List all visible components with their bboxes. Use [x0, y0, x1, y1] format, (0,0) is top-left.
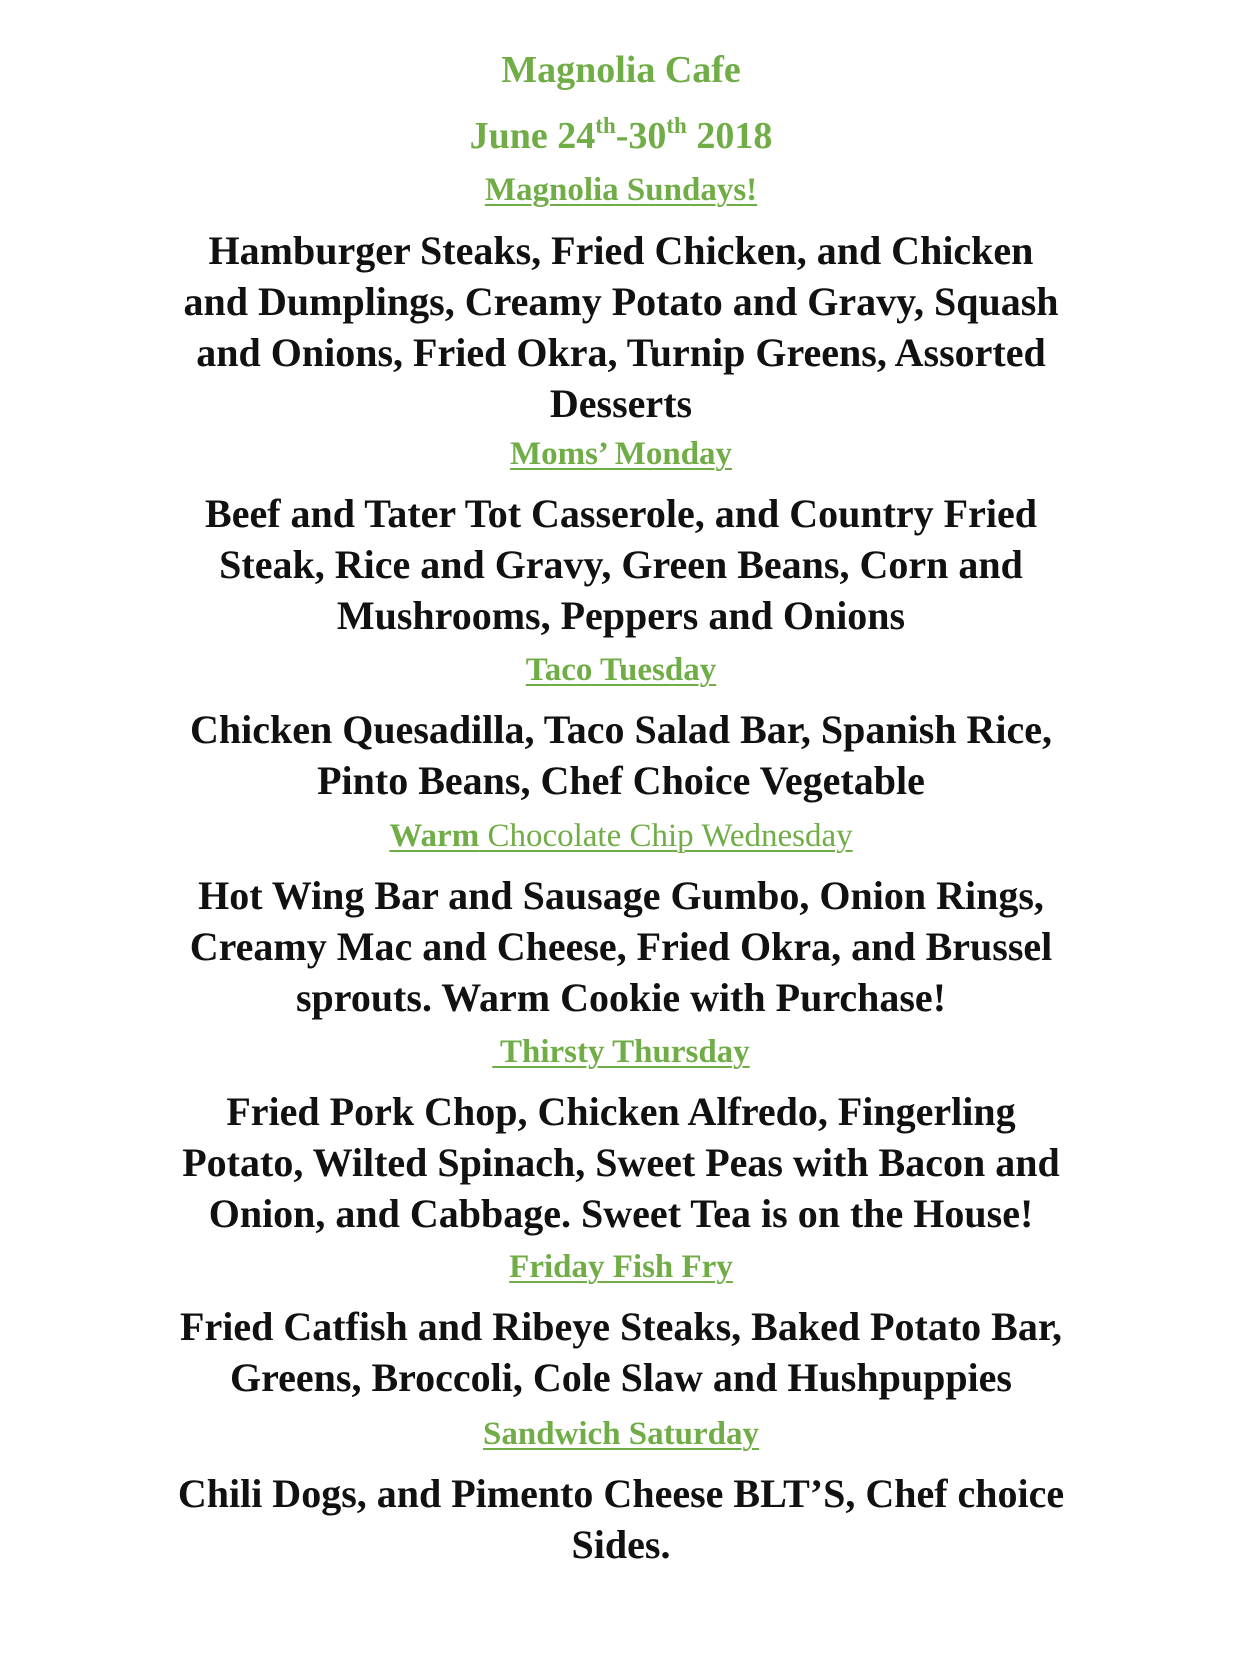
menu-line: Sides. [571, 1522, 671, 1567]
menu-line: Mushrooms, Peppers and Onions [336, 593, 906, 638]
day-menu-tuesday [0, 704, 1242, 806]
day-menu-wednesday [0, 870, 1242, 1023]
menu-line: Hamburger Steaks, Fried Chicken, and Chicken [208, 228, 1034, 273]
day-heading-tuesday: Taco Tuesday [525, 652, 717, 688]
day-menu-monday [0, 488, 1242, 641]
menu-line: Fried Catfish and Ribeye Steaks, Baked Potato Bar, [180, 1304, 1062, 1349]
menu-line: Beef and Tater Tot Casserole, and Country Fried [205, 491, 1037, 536]
menu-line: Greens, Broccoli, Cole Slaw and Hushpuppies [230, 1355, 1012, 1400]
day-heading-saturday: Sandwich Saturday [482, 1416, 759, 1452]
menu-line: Steak, Rice and Gravy, Green Beans, Corn and [219, 542, 1023, 587]
menu-date-range [0, 112, 1242, 160]
menu-line: Potato, Wilted Spinach, Sweet Peas with Bacon and [182, 1140, 1060, 1185]
day-menu-friday [0, 1301, 1242, 1403]
cafe-name: Magnolia Cafe [501, 49, 741, 91]
menu-line: Creamy Mac and Cheese, Fried Okra, and Brussel [189, 924, 1053, 969]
day-menu-sunday [0, 225, 1242, 429]
date-middle: -30 [615, 115, 667, 157]
menu-line: Pinto Beans, Chef Choice Vegetable [317, 758, 925, 803]
menu-line: Hot Wing Bar and Sausage Gumbo, Onion Rings, [198, 873, 1044, 918]
day-heading-friday: Friday Fish Fry [509, 1249, 733, 1285]
menu-line: Onion, and Cabbage. Sweet Tea is on the House! [208, 1191, 1034, 1236]
date-ordinal-2: th [666, 113, 687, 138]
day-menu-thursday [0, 1086, 1242, 1239]
menu-line: sprouts. Warm Cookie with Purchase! [295, 975, 947, 1020]
menu-line: Chili Dogs, and Pimento Cheese BLT’S, Chef choice [177, 1471, 1065, 1516]
day-heading-wednesday [0, 816, 1242, 856]
menu-line: Desserts [549, 381, 693, 426]
day-heading-rest: Chocolate Chip Wednesday [479, 818, 853, 854]
menu-line: and Dumplings, Creamy Potato and Gravy, Squash [183, 279, 1059, 324]
menu-line: Fried Pork Chop, Chicken Alfredo, Fingerling [226, 1089, 1016, 1134]
day-menu-saturday [0, 1468, 1242, 1570]
date-ordinal-1: th [595, 113, 616, 138]
day-heading-bold-part: Warm [389, 818, 480, 854]
menu-line: Chicken Quesadilla, Taco Salad Bar, Spanish Rice, [189, 707, 1053, 752]
day-heading-monday: Moms’ Monday [509, 436, 733, 472]
day-heading-sunday: Magnolia Sundays! [484, 172, 758, 208]
date-prefix: June 24 [469, 115, 596, 157]
day-heading-thursday: Thirsty Thursday [492, 1034, 750, 1070]
menu-line: and Onions, Fried Okra, Turnip Greens, Assorted [196, 330, 1046, 375]
date-suffix: 2018 [686, 115, 773, 157]
